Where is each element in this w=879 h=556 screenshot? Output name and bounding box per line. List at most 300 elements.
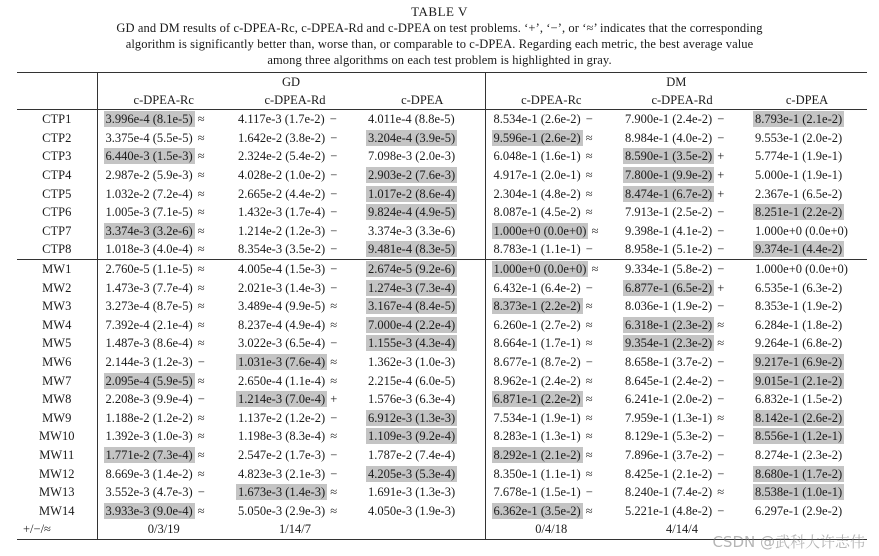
- value-cell: [485, 483, 617, 502]
- value-cell: [97, 464, 230, 483]
- best-value-cell: [747, 464, 867, 483]
- value-cell: [617, 110, 747, 129]
- value-cell: [230, 110, 360, 129]
- significance-mark: −: [197, 485, 205, 500]
- significance-mark: −: [330, 447, 338, 462]
- problem-name: MW12: [17, 464, 97, 483]
- cell-value: 2.665e-2 (4.4e-2): [238, 186, 326, 201]
- significance-mark: ≈: [585, 186, 593, 201]
- cell-value: 2.987e-2 (5.9e-3): [105, 168, 193, 183]
- problem-name: CTP1: [17, 110, 97, 129]
- cell-value: 2.021e-3 (1.4e-3): [238, 280, 326, 295]
- summary-cell: 0/4/18: [485, 520, 617, 539]
- best-value-cell: [485, 259, 617, 278]
- cell-value: 4.823e-3 (2.1e-3): [238, 466, 326, 481]
- cell-value: 1.155e-3 (4.3e-4): [368, 336, 456, 351]
- significance-mark: ≈: [197, 262, 205, 277]
- summary-cell: [360, 520, 485, 539]
- significance-mark: −: [717, 223, 725, 238]
- value-cell: [360, 501, 485, 520]
- table-row: [17, 259, 867, 278]
- table-row: [17, 409, 867, 428]
- significance-mark: ≈: [717, 485, 725, 500]
- significance-mark: ≈: [330, 429, 338, 444]
- best-value-cell: [230, 483, 360, 502]
- best-value-cell: [97, 147, 230, 166]
- value-cell: [485, 110, 617, 129]
- table-row: [17, 446, 867, 465]
- value-cell: [485, 464, 617, 483]
- value-cell: [97, 427, 230, 446]
- significance-mark: ≈: [197, 130, 205, 145]
- value-cell: [97, 203, 230, 222]
- cell-value: 2.367e-1 (6.5e-2): [755, 186, 843, 201]
- cell-value: 4.028e-2 (1.0e-2): [238, 168, 326, 183]
- value-cell: [360, 446, 485, 465]
- value-cell: [97, 297, 230, 316]
- significance-mark: −: [717, 355, 725, 370]
- value-cell: [485, 147, 617, 166]
- value-cell: [747, 166, 867, 185]
- table-row: [17, 501, 867, 520]
- value-cell: [617, 222, 747, 241]
- cell-value: 8.425e-1 (2.1e-2): [625, 466, 713, 481]
- cell-value: 9.481e-4 (8.3e-5): [368, 242, 456, 257]
- best-value-cell: [617, 278, 747, 297]
- cell-value: 9.398e-1 (4.1e-2): [625, 223, 713, 238]
- value-cell: [360, 110, 485, 129]
- cell-value: 3.204e-4 (3.9e-5): [368, 130, 456, 145]
- table-row: [17, 353, 867, 372]
- value-cell: [230, 316, 360, 335]
- cell-value: 9.264e-1 (6.8e-2): [755, 336, 843, 351]
- significance-mark: −: [717, 373, 725, 388]
- table-row: [17, 129, 867, 148]
- value-cell: [485, 316, 617, 335]
- value-cell: [747, 297, 867, 316]
- cell-value: 6.318e-1 (2.3e-2): [625, 317, 713, 332]
- summary-cell: 1/14/7: [230, 520, 360, 539]
- value-cell: [230, 334, 360, 353]
- best-value-cell: [747, 427, 867, 446]
- cell-value: 1.137e-2 (1.2e-2): [238, 410, 326, 425]
- value-cell: [230, 427, 360, 446]
- significance-mark: +: [330, 392, 338, 407]
- significance-mark: ≈: [197, 186, 205, 201]
- cell-value: 1.487e-3 (8.6e-4): [105, 336, 193, 351]
- cell-value: 4.011e-4 (8.8e-5): [368, 112, 455, 127]
- value-cell: [747, 259, 867, 278]
- significance-mark: −: [585, 112, 593, 127]
- significance-mark: ≈: [197, 223, 205, 238]
- cell-value: 1.198e-3 (8.3e-4): [238, 429, 326, 444]
- value-cell: [617, 259, 747, 278]
- cell-value: 8.237e-4 (4.9e-4): [238, 317, 326, 332]
- cell-value: 3.374e-3 (3.3e-6): [368, 223, 456, 238]
- significance-mark: −: [717, 466, 725, 481]
- cell-value: 2.547e-2 (1.7e-3): [238, 447, 326, 462]
- value-cell: [97, 390, 230, 409]
- value-cell: [747, 390, 867, 409]
- cell-value: 1.392e-3 (1.0e-3): [105, 429, 193, 444]
- significance-mark: ≈: [197, 410, 205, 425]
- problem-name: CTP8: [17, 240, 97, 259]
- caption-line-3: among three algorithms on each test problem is highlighted in gray.: [267, 53, 612, 67]
- cell-value: 8.292e-1 (2.1e-2): [493, 447, 581, 462]
- value-cell: [360, 353, 485, 372]
- value-cell: [617, 371, 747, 390]
- best-value-cell: [747, 371, 867, 390]
- significance-mark: −: [197, 392, 205, 407]
- cell-value: 9.374e-1 (4.4e-2): [755, 242, 843, 257]
- value-cell: [97, 409, 230, 428]
- best-value-cell: [97, 222, 230, 241]
- significance-mark: −: [330, 186, 338, 201]
- column-header: c-DPEA: [747, 91, 867, 110]
- cell-value: 8.354e-3 (3.5e-2): [238, 242, 326, 257]
- gd-group-header: GD: [97, 73, 485, 92]
- table-row: [17, 203, 867, 222]
- cell-value: 6.362e-1 (3.5e-2): [493, 503, 581, 518]
- best-value-cell: [97, 110, 230, 129]
- cell-value: 8.664e-1 (1.7e-1): [493, 336, 581, 351]
- best-value-cell: [360, 184, 485, 203]
- cell-value: 8.669e-3 (1.4e-2): [105, 466, 193, 481]
- cell-value: 7.392e-4 (2.1e-4): [105, 317, 193, 332]
- problem-name: MW1: [17, 259, 97, 278]
- cell-value: 2.760e-5 (1.1e-5): [105, 262, 193, 277]
- value-cell: [617, 409, 747, 428]
- problem-name: CTP6: [17, 203, 97, 222]
- cell-value: 9.553e-1 (2.0e-2): [755, 130, 843, 145]
- cell-value: 6.048e-1 (1.6e-1): [493, 149, 581, 164]
- value-cell: [230, 464, 360, 483]
- cell-value: 3.374e-3 (3.2e-6): [105, 223, 193, 238]
- cell-value: 8.534e-1 (2.6e-2): [493, 112, 581, 127]
- significance-mark: ≈: [330, 355, 338, 370]
- significance-mark: +: [717, 149, 725, 164]
- significance-mark: ≈: [585, 466, 593, 481]
- caption-line-2: algorithm is significantly better than, worse than, or comparable to c-DPEA. Regarding each metric, the best average value: [125, 37, 754, 51]
- cell-value: 9.354e-1 (2.3e-2): [625, 336, 713, 351]
- cell-value: 5.000e-1 (1.9e-1): [755, 168, 843, 183]
- value-cell: [617, 353, 747, 372]
- value-cell: [230, 129, 360, 148]
- best-value-cell: [360, 427, 485, 446]
- column-header-row: [17, 91, 867, 110]
- significance-mark: −: [717, 447, 725, 462]
- cell-value: 7.098e-3 (2.0e-3): [368, 149, 456, 164]
- best-value-cell: [485, 222, 617, 241]
- cell-value: 8.658e-1 (3.7e-2): [625, 355, 713, 370]
- value-cell: [97, 129, 230, 148]
- problem-name: MW3: [17, 297, 97, 316]
- best-value-cell: [747, 240, 867, 259]
- significance-mark: ≈: [197, 280, 205, 295]
- significance-mark: ≈: [197, 336, 205, 351]
- best-value-cell: [485, 129, 617, 148]
- cell-value: 8.350e-1 (1.1e-1): [493, 466, 581, 481]
- cell-value: 3.996e-4 (8.1e-5): [105, 112, 193, 127]
- cell-value: 1.362e-3 (1.0e-3): [368, 355, 456, 370]
- best-value-cell: [360, 316, 485, 335]
- best-value-cell: [360, 203, 485, 222]
- cell-value: 8.240e-1 (7.4e-2): [625, 485, 713, 500]
- cell-value: 3.375e-4 (5.5e-5): [105, 130, 193, 145]
- value-cell: [485, 409, 617, 428]
- cell-value: 8.142e-1 (2.6e-2): [755, 410, 843, 425]
- best-value-cell: [485, 446, 617, 465]
- value-cell: [485, 184, 617, 203]
- cell-value: 9.334e-1 (5.8e-2): [625, 262, 713, 277]
- significance-mark: ≈: [330, 485, 338, 500]
- problem-name: MW13: [17, 483, 97, 502]
- significance-mark: −: [330, 336, 338, 351]
- cell-value: 7.959e-1 (1.3e-1): [625, 410, 713, 425]
- problem-name: CTP2: [17, 129, 97, 148]
- cell-value: 2.208e-3 (9.9e-4): [105, 392, 193, 407]
- significance-mark: −: [330, 223, 338, 238]
- cell-value: 4.205e-3 (5.3e-4): [368, 466, 456, 481]
- cell-value: 6.432e-1 (6.4e-2): [493, 280, 581, 295]
- cell-value: 2.650e-4 (1.1e-4): [238, 373, 326, 388]
- value-cell: [230, 278, 360, 297]
- cell-value: 7.534e-1 (1.9e-1): [493, 410, 581, 425]
- cell-value: 8.087e-1 (4.5e-2): [493, 205, 581, 220]
- value-cell: [230, 240, 360, 259]
- value-cell: [230, 203, 360, 222]
- value-cell: [230, 409, 360, 428]
- value-cell: [617, 390, 747, 409]
- best-value-cell: [485, 390, 617, 409]
- cell-value: 2.304e-1 (4.8e-2): [493, 186, 581, 201]
- cell-value: 4.917e-1 (2.0e-1): [493, 168, 581, 183]
- significance-mark: ≈: [197, 205, 205, 220]
- cell-value: 8.556e-1 (1.2e-1): [755, 429, 843, 444]
- cell-value: 6.440e-3 (1.5e-3): [105, 149, 193, 164]
- value-cell: [617, 203, 747, 222]
- value-cell: [230, 501, 360, 520]
- significance-mark: −: [585, 242, 593, 257]
- cell-value: 4.050e-3 (1.9e-3): [368, 503, 456, 518]
- cell-value: 8.677e-1 (8.7e-2): [493, 355, 581, 370]
- cell-value: 1.214e-3 (7.0e-4): [238, 392, 326, 407]
- cell-value: 6.241e-1 (2.0e-2): [625, 392, 713, 407]
- significance-mark: −: [585, 280, 593, 295]
- problem-name: MW7: [17, 371, 97, 390]
- cell-value: 8.793e-1 (2.1e-2): [755, 112, 843, 127]
- watermark: CSDN @武科大许志伟: [712, 533, 865, 551]
- table-row: [17, 222, 867, 241]
- column-header: c-DPEA-Rc: [485, 91, 617, 110]
- table-row: [17, 334, 867, 353]
- best-value-cell: [360, 409, 485, 428]
- cell-value: 1.576e-3 (6.3e-4): [368, 392, 456, 407]
- value-cell: [230, 184, 360, 203]
- significance-mark: −: [330, 262, 338, 277]
- significance-mark: −: [717, 242, 725, 257]
- best-value-cell: [360, 259, 485, 278]
- column-header: c-DPEA-Rd: [617, 91, 747, 110]
- cell-value: 8.474e-1 (6.7e-2): [625, 186, 713, 201]
- significance-mark: ≈: [330, 317, 338, 332]
- value-cell: [617, 240, 747, 259]
- cell-value: 8.373e-1 (2.2e-2): [493, 299, 581, 314]
- value-cell: [747, 446, 867, 465]
- significance-mark: ≈: [585, 299, 593, 314]
- problem-header-cell: [17, 73, 97, 92]
- mw-rows: [17, 259, 867, 520]
- significance-mark: ≈: [330, 503, 338, 518]
- significance-mark: −: [330, 410, 338, 425]
- significance-mark: ≈: [585, 447, 593, 462]
- table-row: [17, 147, 867, 166]
- cell-value: 1.000e+0 (0.0e+0): [755, 262, 848, 277]
- value-cell: [747, 501, 867, 520]
- cell-value: 6.284e-1 (1.8e-2): [755, 317, 843, 332]
- significance-mark: −: [717, 205, 725, 220]
- cell-value: 1.000e+0 (0.0e+0): [493, 223, 587, 238]
- value-cell: [617, 501, 747, 520]
- value-cell: [617, 446, 747, 465]
- cell-value: 2.144e-3 (1.2e-3): [105, 355, 193, 370]
- cell-value: 7.900e-1 (2.4e-2): [625, 112, 713, 127]
- cell-value: 2.215e-4 (6.0e-5): [368, 373, 456, 388]
- cell-value: 2.903e-2 (7.6e-3): [368, 168, 456, 183]
- cell-value: 6.877e-1 (6.5e-2): [625, 280, 713, 295]
- value-cell: [97, 166, 230, 185]
- significance-mark: −: [717, 392, 725, 407]
- best-value-cell: [747, 110, 867, 129]
- value-cell: [747, 129, 867, 148]
- best-value-cell: [360, 129, 485, 148]
- significance-mark: ≈: [197, 466, 205, 481]
- problem-name: MW2: [17, 278, 97, 297]
- significance-mark: ≈: [197, 429, 205, 444]
- significance-mark: ≈: [585, 392, 593, 407]
- cell-value: 6.912e-3 (1.3e-3): [368, 410, 456, 425]
- cell-value: 9.596e-1 (2.6e-2): [493, 130, 581, 145]
- table-row: [17, 464, 867, 483]
- significance-mark: ≈: [197, 503, 205, 518]
- significance-mark: −: [717, 299, 725, 314]
- significance-mark: −: [197, 355, 205, 370]
- problem-name: MW4: [17, 316, 97, 335]
- best-value-cell: [230, 353, 360, 372]
- significance-mark: ≈: [591, 223, 599, 238]
- value-cell: [747, 147, 867, 166]
- significance-mark: −: [717, 503, 725, 518]
- significance-mark: +: [717, 280, 725, 295]
- table-caption: [0, 0, 879, 66]
- value-cell: [230, 147, 360, 166]
- cell-value: 1.473e-3 (7.7e-4): [105, 280, 193, 295]
- value-cell: [360, 483, 485, 502]
- cell-value: 9.015e-1 (2.1e-2): [755, 373, 843, 388]
- significance-mark: −: [585, 485, 593, 500]
- cell-value: 2.324e-2 (5.4e-2): [238, 149, 326, 164]
- cell-value: 8.538e-1 (1.0e-1): [755, 485, 843, 500]
- problem-name: CTP3: [17, 147, 97, 166]
- table-row: [17, 297, 867, 316]
- best-value-cell: [747, 409, 867, 428]
- significance-mark: ≈: [197, 112, 205, 127]
- value-cell: [485, 427, 617, 446]
- results-table: [17, 72, 867, 540]
- value-cell: [230, 259, 360, 278]
- best-value-cell: [747, 203, 867, 222]
- significance-mark: ≈: [197, 447, 205, 462]
- significance-mark: ≈: [330, 299, 338, 314]
- significance-mark: ≈: [585, 410, 593, 425]
- significance-mark: ≈: [197, 149, 205, 164]
- value-cell: [230, 297, 360, 316]
- cell-value: 8.590e-1 (3.5e-2): [625, 149, 713, 164]
- best-value-cell: [360, 334, 485, 353]
- table-row: [17, 427, 867, 446]
- cell-value: 3.022e-3 (6.5e-4): [238, 336, 326, 351]
- value-cell: [485, 203, 617, 222]
- cell-value: 6.260e-1 (2.7e-2): [493, 317, 581, 332]
- cell-value: 8.251e-1 (2.2e-2): [755, 205, 843, 220]
- cell-value: 1.274e-3 (7.3e-4): [368, 280, 456, 295]
- cell-value: 6.832e-1 (1.5e-2): [755, 392, 843, 407]
- value-cell: [747, 278, 867, 297]
- significance-mark: −: [717, 130, 725, 145]
- value-cell: [617, 129, 747, 148]
- value-cell: [360, 371, 485, 390]
- cell-value: 8.274e-1 (2.3e-2): [755, 447, 843, 462]
- cell-value: 1.691e-3 (1.3e-3): [368, 485, 456, 500]
- table-row: [17, 184, 867, 203]
- cell-value: 5.221e-1 (4.8e-2): [625, 503, 713, 518]
- problem-name: MW10: [17, 427, 97, 446]
- value-cell: [617, 427, 747, 446]
- cell-value: 7.800e-1 (9.9e-2): [625, 168, 713, 183]
- cell-value: 3.273e-4 (8.7e-5): [105, 299, 193, 314]
- cell-value: 1.188e-2 (1.2e-2): [105, 410, 193, 425]
- value-cell: [485, 166, 617, 185]
- problem-name: MW5: [17, 334, 97, 353]
- cell-value: 1.018e-3 (4.0e-4): [105, 242, 193, 257]
- significance-mark: ≈: [585, 317, 593, 332]
- value-cell: [97, 184, 230, 203]
- significance-mark: −: [585, 355, 593, 370]
- cell-value: 8.680e-1 (1.7e-2): [755, 466, 843, 481]
- value-cell: [485, 334, 617, 353]
- cell-value: 1.432e-3 (1.7e-4): [238, 205, 326, 220]
- significance-mark: −: [717, 112, 725, 127]
- column-header: c-DPEA: [360, 91, 485, 110]
- significance-mark: −: [330, 242, 338, 257]
- value-cell: [747, 184, 867, 203]
- best-value-cell: [97, 371, 230, 390]
- cell-value: 8.783e-1 (1.1e-1): [493, 242, 581, 257]
- value-cell: [617, 464, 747, 483]
- cell-value: 4.005e-4 (1.5e-3): [238, 262, 326, 277]
- problem-name: CTP4: [17, 166, 97, 185]
- problem-name: MW8: [17, 390, 97, 409]
- cell-value: 6.297e-1 (2.9e-2): [755, 503, 843, 518]
- dm-group-header: DM: [485, 73, 867, 92]
- value-cell: [97, 240, 230, 259]
- significance-mark: ≈: [585, 149, 593, 164]
- cell-value: 1.109e-3 (9.2e-4): [368, 429, 456, 444]
- cell-value: 9.824e-4 (4.9e-5): [368, 205, 456, 220]
- summary-cell: 4/14/4: [617, 520, 747, 539]
- best-value-cell: [485, 297, 617, 316]
- value-cell: [485, 240, 617, 259]
